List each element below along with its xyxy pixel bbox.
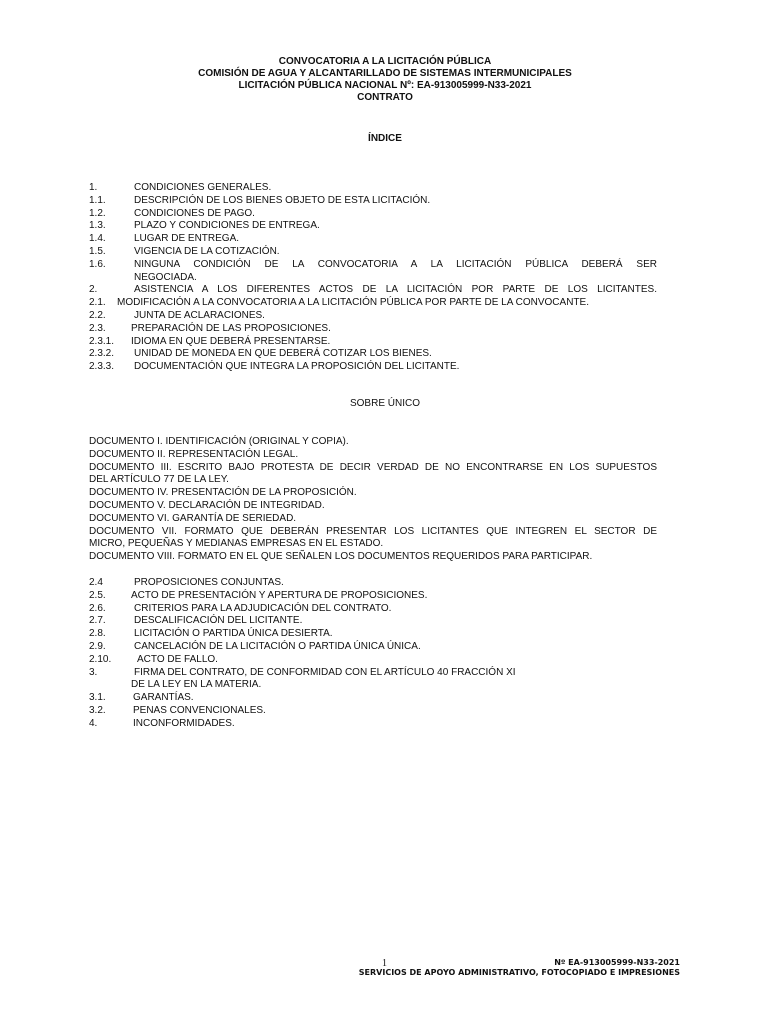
toc-number: 1.5. — [89, 245, 106, 257]
toc-number: 2.3.2. — [89, 348, 115, 360]
toc-item — [89, 590, 657, 603]
document-item: DOCUMENTO III. ESCRITO BAJO PROTESTA DE DECIR VERDAD DE NO ENCONTRARSE EN LOS SUPUESTOS — [89, 461, 657, 473]
toc-number: 2.3.1. — [89, 335, 115, 347]
toc-item — [89, 208, 657, 221]
toc-text: ACTO DE PRESENTACIÓN Y APERTURA DE PROPOSICIONES. — [131, 589, 428, 601]
index-title: ÍNDICE — [368, 133, 402, 144]
toc-number: 1.6. — [89, 258, 106, 270]
toc-item — [89, 246, 657, 259]
toc-item — [89, 705, 657, 718]
document-item: DOCUMENTO VIII. FORMATO EN EL QUE SEÑALEN LOS DOCUMENTOS REQUERIDOS PARA PARTICIPAR. — [89, 551, 593, 563]
toc-item-continuation: NEGOCIADA. — [134, 271, 197, 283]
toc-text: INCONFORMIDADES. — [133, 717, 235, 729]
toc-number: 1.2. — [89, 207, 106, 219]
toc-item — [89, 692, 657, 705]
toc-text: CONDICIONES DE PAGO. — [134, 207, 255, 219]
toc-text: CANCELACIÓN DE LA LICITACIÓN O PARTIDA ÚNICA ÚNICA. — [134, 640, 421, 652]
toc-number: 2.2. — [89, 309, 106, 321]
toc-text: LUGAR DE ENTREGA. — [134, 233, 240, 245]
toc-text: IDIOMA EN QUE DEBERÁ PRESENTARSE. — [131, 335, 331, 347]
footer-service-title: SERVICIOS DE APOYO ADMINISTRATIVO, FOTOCOPIADO E IMPRESIONES — [358, 968, 680, 977]
toc-number: 1. — [89, 182, 98, 193]
toc-item — [89, 628, 657, 641]
toc-text: PREPARACIÓN DE LAS PROPOSICIONES. — [131, 322, 331, 334]
toc-item — [89, 259, 657, 272]
toc-number: 1.1. — [89, 194, 106, 206]
toc-text: FIRMA DEL CONTRATO, DE CONFORMIDAD CON EL ARTÍCULO 40 FRACCIÓN XI — [134, 666, 516, 678]
toc-item — [89, 718, 657, 731]
toc-number: 2.1. — [89, 297, 106, 309]
toc-number: 3.2. — [89, 704, 106, 716]
toc-number: 2.10. — [89, 653, 112, 665]
footer-reference: Nº EA-913005999-N33-2021 — [554, 958, 680, 967]
sobre-unico-title: SOBRE ÚNICO — [349, 398, 420, 409]
toc-number: 2. — [89, 284, 98, 296]
toc-text: GARANTÍAS. — [133, 692, 194, 704]
toc-text: PLAZO Y CONDICIONES DE ENTREGA. — [134, 220, 320, 232]
toc-text: DESCRIPCIÓN DE LOS BIENES OBJETO DE ESTA LICITACIÓN. — [134, 194, 431, 206]
document-item: DOCUMENTO VII. FORMATO QUE DEBERÁN PRESENTAR LOS LICITANTES QUE INTEGREN EL SECTOR DE — [89, 525, 657, 537]
document-item: DOCUMENTO IV. PRESENTACIÓN DE LA PROPOSICIÓN. — [89, 487, 357, 499]
toc-text: DESCALIFICACIÓN DEL LICITANTE. — [134, 615, 303, 627]
document-item: DOCUMENTO I. IDENTIFICACIÓN (ORIGINAL Y COPIA). — [89, 436, 349, 447]
toc-item — [89, 615, 657, 628]
toc-item — [89, 361, 657, 374]
toc-item — [89, 667, 657, 680]
toc-text: PROPOSICIONES CONJUNTAS. — [134, 577, 284, 588]
toc-number: 2.7. — [89, 615, 106, 627]
toc-item-continuation: DE LA LEY EN LA MATERIA. — [131, 679, 262, 691]
toc-item — [89, 654, 657, 667]
table-of-contents — [89, 182, 657, 374]
header-line-4: CONTRATO — [357, 92, 413, 103]
toc-text: JUNTA DE ACLARACIONES. — [134, 309, 265, 321]
toc-item — [89, 348, 657, 361]
toc-number: 1.3. — [89, 220, 106, 232]
toc-item — [89, 182, 657, 195]
toc-text: PENAS CONVENCIONALES. — [133, 704, 266, 716]
toc-text: CONDICIONES GENERALES. — [134, 182, 272, 193]
toc-number: 2.5. — [89, 589, 106, 601]
toc-number: 3.1. — [89, 692, 106, 704]
toc-text: DOCUMENTACIÓN QUE INTEGRA LA PROPOSICIÓN DEL LICITANTE. — [134, 361, 460, 373]
toc-number: 2.3.3. — [89, 361, 115, 373]
toc-number: 2.3. — [89, 322, 106, 334]
toc-text: ASISTENCIA A LOS DIFERENTES ACTOS DE LA LICITACIÓN POR PARTE DE LOS LICITANTES. — [134, 284, 657, 296]
document-item: DOCUMENTO VI. GARANTÍA DE SERIEDAD. — [89, 512, 297, 524]
document-item: DOCUMENTO V. DECLARACIÓN DE INTEGRIDAD. — [89, 499, 325, 511]
toc-text: UNIDAD DE MONEDA EN QUE DEBERÁ COTIZAR LOS BIENES. — [134, 348, 432, 360]
header-line-1: CONVOCATORIA A LA LICITACIÓN PÚBLICA — [278, 56, 492, 67]
table-of-contents-continued — [89, 577, 657, 731]
toc-number: 3. — [89, 666, 98, 678]
document-item: DOCUMENTO II. REPRESENTACIÓN LEGAL. — [89, 448, 299, 460]
toc-item — [89, 323, 657, 336]
document-header — [0, 56, 770, 104]
toc-item — [89, 297, 657, 310]
toc-text: ACTO DE FALLO. — [137, 653, 218, 665]
header-line-2: COMISIÓN DE AGUA Y ALCANTARILLADO DE SISTEMAS INTERMUNICIPALES — [198, 68, 572, 79]
toc-number: 2.6. — [89, 602, 106, 614]
toc-item — [89, 233, 657, 246]
toc-text: CRITERIOS PARA LA ADJUDICACIÓN DEL CONTRATO. — [134, 602, 392, 614]
document-item-continuation: DEL ARTÍCULO 77 DE LA LEY. — [89, 474, 229, 486]
toc-item — [89, 577, 657, 590]
toc-text: LICITACIÓN O PARTIDA ÚNICA DESIERTA. — [134, 628, 333, 640]
header-line-3: LICITACIÓN PÚBLICA NACIONAL Nº: EA-913005999-N33-2021 — [238, 80, 532, 91]
page-number: 1 — [382, 958, 387, 969]
toc-text: MODIFICACIÓN A LA CONVOCATORIA A LA LICITACIÓN PÚBLICA POR PARTE DE LA CONVOCANTE. — [117, 297, 589, 309]
toc-text: VIGENCIA DE LA COTIZACIÓN. — [134, 245, 280, 257]
toc-item — [89, 195, 657, 208]
toc-number: 2.9. — [89, 640, 106, 652]
toc-number: 4. — [89, 717, 98, 729]
toc-item — [89, 603, 657, 616]
toc-item — [89, 220, 657, 233]
document-item-continuation: MICRO, PEQUEÑAS Y MEDIANAS EMPRESAS EN EL ESTADO. — [89, 538, 384, 550]
toc-item — [89, 310, 657, 323]
toc-number: 2.8. — [89, 628, 106, 640]
toc-item — [89, 641, 657, 654]
toc-item — [89, 284, 657, 297]
toc-text: NINGUNA CONDICIÓN DE LA CONVOCATORIA A LA LICITACIÓN PÚBLICA DEBERÁ SER — [134, 258, 657, 270]
toc-number: 2.4 — [89, 577, 103, 588]
document-list — [89, 436, 657, 564]
toc-number: 1.4. — [89, 233, 106, 245]
toc-item — [89, 336, 657, 349]
